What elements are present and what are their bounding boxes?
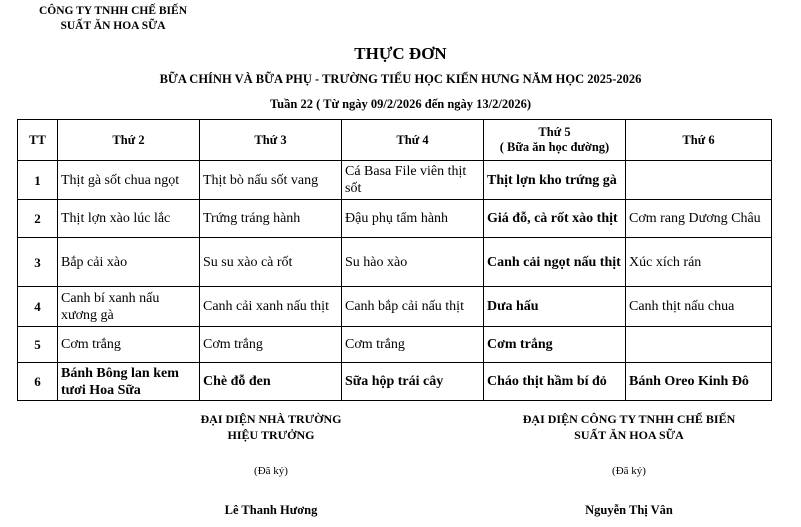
menu-cell: Thịt lợn kho trứng gà — [484, 161, 626, 200]
menu-cell: Dưa hấu — [484, 287, 626, 327]
company-rep-title: ĐẠI DIỆN CÔNG TY TNHH CHẾ BIẾN — [522, 412, 736, 426]
company-signature-block — [494, 411, 764, 518]
menu-cell: Bánh Oreo Kinh Đô — [626, 363, 772, 401]
menu-cell: Thịt lợn xào lúc lắc — [58, 200, 200, 238]
header-thu-3: Thứ 3 — [200, 120, 342, 161]
document-title: THỰC ĐƠN — [354, 44, 447, 63]
header-thu-6: Thứ 6 — [626, 120, 772, 161]
school-signed-note: (Đã ký) — [254, 465, 288, 477]
row-number: 5 — [18, 327, 58, 363]
menu-cell: Cháo thịt hầm bí đỏ — [484, 363, 626, 401]
menu-cell — [626, 161, 772, 200]
row-number: 3 — [18, 238, 58, 287]
menu-table — [17, 119, 772, 401]
table-row — [18, 200, 772, 238]
header-thu-4: Thứ 4 — [342, 120, 484, 161]
menu-cell: Canh thịt nấu chua — [626, 287, 772, 327]
week-range: Tuần 22 ( Từ ngày 09/2/2026 đến ngày 13/2/2026) — [269, 97, 532, 111]
menu-cell: Cơm trắng — [484, 327, 626, 363]
menu-cell: Giá đỗ, cà rốt xào thịt — [484, 200, 626, 238]
header-thu-5-note: ( Bữa ăn học đường) — [499, 140, 610, 154]
school-rep-role: HIỆU TRƯỞNG — [227, 428, 315, 442]
company-name-line1: CÔNG TY TNHH CHẾ BIẾN — [38, 5, 188, 17]
company-signed-note: (Đã ký) — [612, 465, 646, 477]
menu-cell: Canh cải ngọt nấu thịt — [484, 238, 626, 287]
menu-cell: Su su xào cà rốt — [200, 238, 342, 287]
row-number: 1 — [18, 161, 58, 200]
row-number: 4 — [18, 287, 58, 327]
table-header-row — [18, 120, 772, 161]
header-tt: TT — [18, 120, 58, 161]
menu-cell: Chè đỗ đen — [200, 363, 342, 401]
school-signer-name: Lê Thanh Hương — [224, 503, 318, 517]
table-row — [18, 327, 772, 363]
menu-cell: Trứng tráng hành — [200, 200, 342, 238]
menu-cell: Cơm rang Dương Châu — [626, 200, 772, 238]
document-subtitle: BỮA CHÍNH VÀ BỮA PHỤ - TRƯỜNG TIỂU HỌC KIẾN HƯNG NĂM HỌC 2025-2026 — [159, 72, 642, 86]
row-number: 6 — [18, 363, 58, 401]
company-rep-name: SUẤT ĂN HOA SỮA — [574, 428, 684, 442]
menu-cell: Canh bắp cải nấu thịt — [342, 287, 484, 327]
company-header — [28, 4, 198, 34]
table-row — [18, 161, 772, 200]
menu-cell: Đậu phụ tẩm hành — [342, 200, 484, 238]
menu-cell: Canh cải xanh nấu thịt — [200, 287, 342, 327]
table-row — [18, 287, 772, 327]
row-number: 2 — [18, 200, 58, 238]
header-thu-5 — [484, 120, 626, 161]
menu-cell: Cơm trắng — [342, 327, 484, 363]
menu-cell: Bắp cải xào — [58, 238, 200, 287]
table-row — [18, 363, 772, 401]
company-name-line2: SUẤT ĂN HOA SỮA — [60, 20, 166, 32]
menu-cell: Cơm trắng — [58, 327, 200, 363]
menu-cell: Canh bí xanh nấu xương gà — [58, 287, 200, 327]
menu-cell: Sữa hộp trái cây — [342, 363, 484, 401]
menu-cell — [626, 327, 772, 363]
menu-cell: Thịt bò nấu sốt vang — [200, 161, 342, 200]
menu-cell: Cơm trắng — [200, 327, 342, 363]
menu-cell: Thịt gà sốt chua ngọt — [58, 161, 200, 200]
header-thu-5-label: Thứ 5 — [538, 125, 571, 139]
header-thu-2: Thứ 2 — [58, 120, 200, 161]
company-signer-name: Nguyễn Thị Vân — [585, 503, 673, 517]
menu-cell: Su hào xào — [342, 238, 484, 287]
table-row — [18, 238, 772, 287]
menu-cell: Bánh Bông lan kem tươi Hoa Sữa — [58, 363, 200, 401]
school-rep-title: ĐẠI DIỆN NHÀ TRƯỜNG — [200, 412, 342, 426]
menu-cell: Cá Basa File viên thịt sốt — [342, 161, 484, 200]
menu-cell: Xúc xích rán — [626, 238, 772, 287]
school-signature-block — [156, 411, 386, 518]
